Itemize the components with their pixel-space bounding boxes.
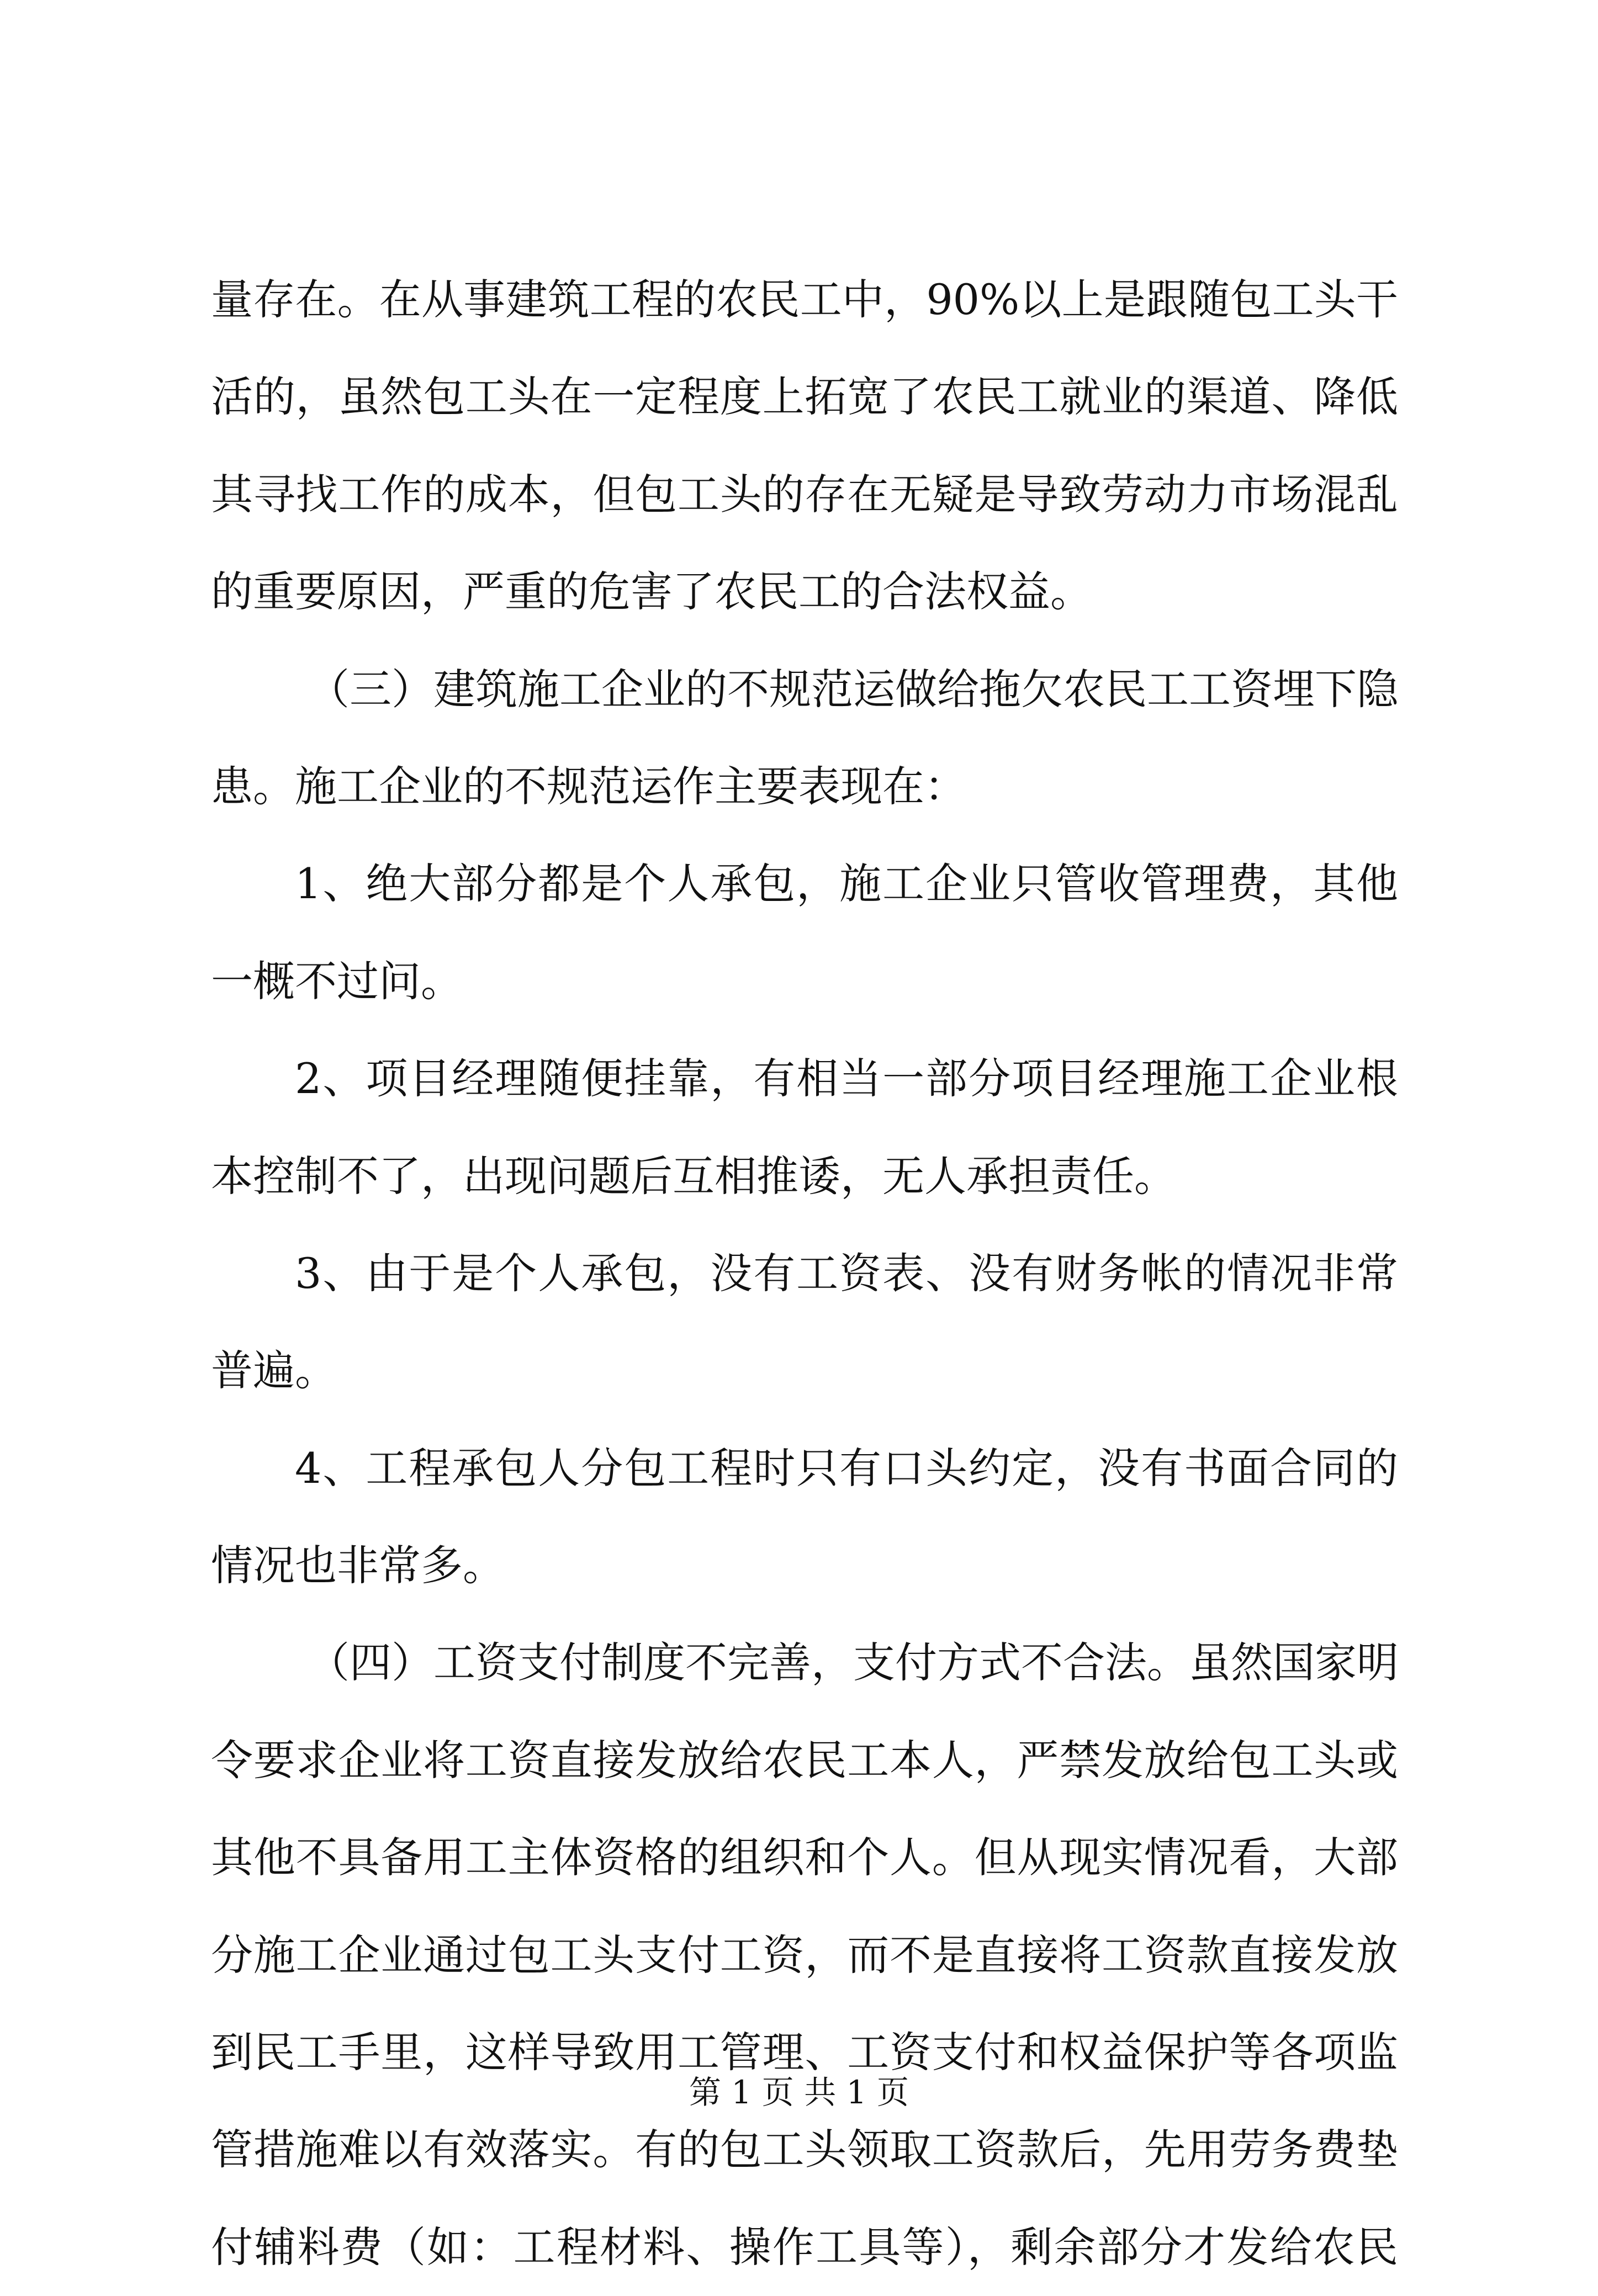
text-line: 量存在。在从事建筑工程的农民工中，90%以上是跟随包工头干 (211, 275, 1398, 324)
text-line: 分施工企业通过包工头支付工资，而不是直接将工资款直接发放 (211, 1930, 1398, 1980)
list-item-line: 1、绝大部分都是个人承包，施工企业只管收管理费，其他 (295, 859, 1398, 909)
section-heading-line: （四）工资支付制度不完善，支付方式不合法。虽然国家明 (308, 1638, 1399, 1688)
text-line: 令要求企业将工资直接发放给农民工本人，严禁发放给包工头或 (211, 1735, 1398, 1785)
text-line: 管措施难以有效落实。有的包工头领取工资款后，先用劳务费垫 (211, 2125, 1398, 2175)
page-number-footer: 第 1 页 共 1 页 (689, 2074, 909, 2111)
list-item-line: 3、由于是个人承包，没有工资表、没有财务帐的情况非常 (295, 1248, 1398, 1298)
text-line: 本控制不了，出现问题后互相推诿，无人承担责任。 (211, 1151, 1176, 1201)
text-line: 到民工手里，这样导致用工管理、工资支付和权益保护等各项监 (211, 2028, 1398, 2077)
text-line: 普遍。 (211, 1346, 337, 1396)
text-line: 一概不过问。 (211, 956, 463, 1006)
text-line: 其寻找工作的成本，但包工头的存在无疑是导致劳动力市场混乱 (211, 469, 1398, 519)
list-item-line: 4、工程承包人分包工程时只有口头约定，没有书面合同的 (295, 1443, 1398, 1493)
list-item-line: 2、项目经理随便挂靠，有相当一部分项目经理施工企业根 (295, 1054, 1398, 1104)
section-heading-line: （三）建筑施工企业的不规范运做给拖欠农民工工资埋下隐 (308, 664, 1399, 714)
text-line: 患。施工企业的不规范运作主要表现在： (211, 761, 966, 811)
text-line: 的重要原因，严重的危害了农民工的合法权益。 (211, 567, 1092, 617)
document-body (211, 251, 1398, 2296)
text-line: 情况也非常多。 (211, 1541, 505, 1590)
text-line: 付辅料费（如：工程材料、操作工具等），剩余部分才发给农民 (211, 2222, 1398, 2272)
text-line: 活的，虽然包工头在一定程度上拓宽了农民工就业的渠道、降低 (211, 372, 1398, 422)
text-line: 其他不具备用工主体资格的组织和个人。但从现实情况看，大部 (211, 1833, 1398, 1883)
